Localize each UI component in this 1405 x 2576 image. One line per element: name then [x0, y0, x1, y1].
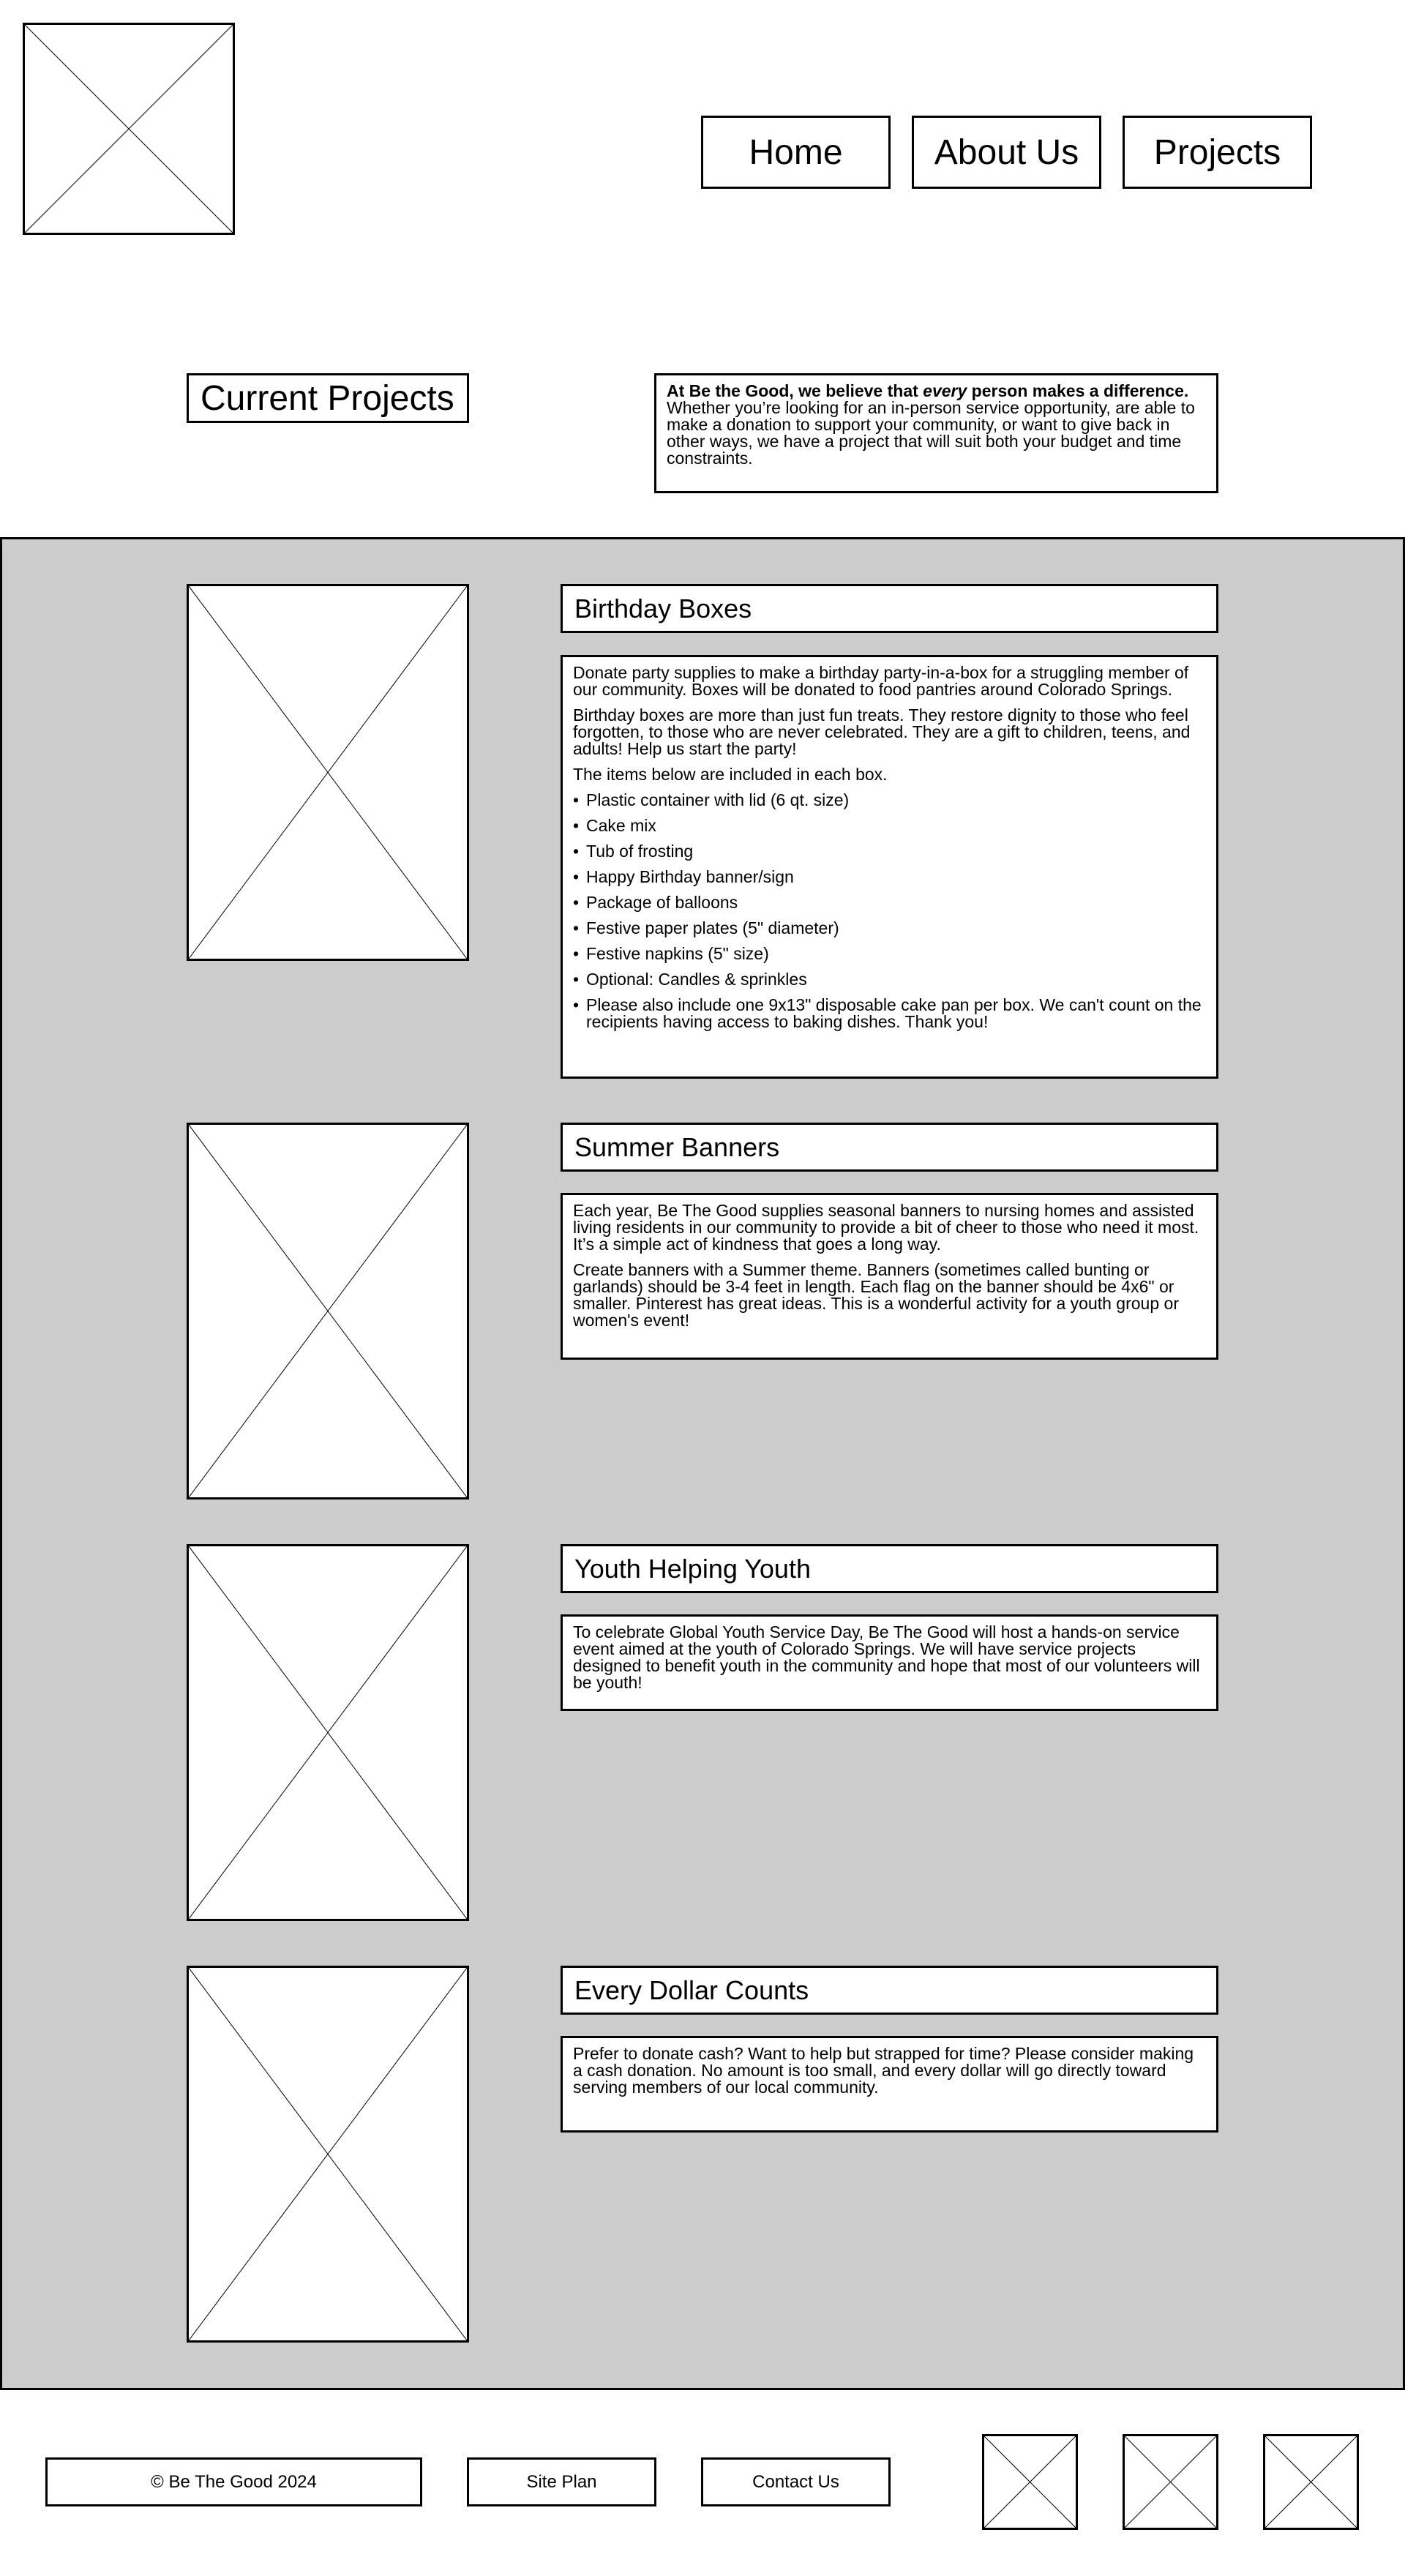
youth-helping-youth-title — [561, 1544, 1218, 1593]
birthday-boxes-description — [561, 655, 1218, 1079]
page-title — [187, 373, 469, 423]
birthday-boxes-image-placeholder — [187, 584, 469, 961]
social-icon-placeholder[interactable] — [982, 2434, 1078, 2530]
youth-helping-youth-description — [561, 1614, 1218, 1711]
nav-home-button[interactable]: Home — [701, 116, 891, 189]
youth-helping-youth-image-placeholder — [187, 1544, 469, 1921]
every-dollar-counts-image-placeholder — [187, 1966, 469, 2343]
summer-banners-image-placeholder — [187, 1123, 469, 1499]
nav-about-us-button[interactable]: About Us — [912, 116, 1101, 189]
intro-body: Whether you’re looking for an in-person service opportunity, are able to make a donation to support your community, or want to give back in other ways, we have a project that will suit both your budget and time constraints. — [667, 398, 1195, 468]
birthday-boxes-paragraph: Donate party supplies to make a birthday party-in-a-box for a struggling member of our community. Boxes will be donated to food pantries around Colorado Springs. — [573, 663, 1189, 699]
page-title-text: Current Projects — [201, 378, 454, 418]
every-dollar-counts-title-text: Every Dollar Counts — [574, 1974, 809, 2005]
birthday-boxes-title — [561, 584, 1218, 633]
youth-helping-youth-title-text: Youth Helping Youth — [574, 1553, 811, 1584]
contact-us-link[interactable]: Contact Us — [701, 2457, 891, 2506]
list-item: • Plastic container with lid (6 qt. size) — [573, 792, 1206, 809]
list-item: • Happy Birthday banner/sign — [573, 869, 1206, 886]
every-dollar-counts-paragraph: Prefer to donate cash? Want to help but strapped for time? Please consider making a cash donation. No amount is too small, and every dollar will go directly toward serving members of our local community. — [573, 2044, 1194, 2097]
site-plan-link[interactable]: Site Plan — [467, 2457, 656, 2506]
intro-bold-lead: At Be the Good, we believe that — [667, 381, 923, 400]
summer-banners-title-text: Summer Banners — [574, 1131, 780, 1162]
intro-text-box — [654, 373, 1218, 493]
social-icon-placeholder[interactable] — [1123, 2434, 1218, 2530]
summer-banners-paragraph: Each year, Be The Good supplies seasonal banners to nursing homes and assisted living residents in our community to provide a bit of cheer to those who need it most. It’s a simple act of kindness that goes a long way. — [573, 1201, 1199, 1254]
social-icon-placeholder[interactable] — [1263, 2434, 1359, 2530]
list-item: • Festive napkins (5" size) — [573, 946, 1206, 962]
birthday-box-items-list — [573, 792, 1206, 1030]
intro-emphasis: every — [923, 381, 967, 400]
intro-bold-tail: person makes a difference. — [967, 381, 1189, 400]
youth-helping-youth-paragraph: To celebrate Global Youth Service Day, Be The Good will host a hands-on service event aimed at the youth of Colorado Springs. We will have service projects designed to benefit youth in the community and hope that most of our volunteers will be youth! — [573, 1622, 1200, 1692]
birthday-boxes-paragraph: Birthday boxes are more than just fun treats. They restore dignity to those who feel forgotten, to those who are never celebrated. They are a gift to children, teens, and adults! Help us start the party! — [573, 705, 1191, 758]
logo-image-placeholder[interactable] — [23, 23, 235, 235]
list-item: • Package of balloons — [573, 894, 1206, 911]
list-item: • Optional: Candles & sprinkles — [573, 971, 1206, 988]
birthday-boxes-title-text: Birthday Boxes — [574, 593, 752, 624]
copyright-label: © Be The Good 2024 — [45, 2457, 422, 2506]
list-item: • Cake mix — [573, 817, 1206, 834]
every-dollar-counts-title — [561, 1966, 1218, 2015]
birthday-boxes-paragraph: The items below are included in each box. — [573, 765, 888, 784]
list-item: • Please also include one 9x13" disposable cake pan per box. We can't count on the recipients having access to baking dishes. Thank you! — [573, 997, 1206, 1030]
summer-banners-description — [561, 1193, 1218, 1360]
list-item: • Festive paper plates (5" diameter) — [573, 920, 1206, 937]
summer-banners-title — [561, 1123, 1218, 1172]
every-dollar-counts-description — [561, 2036, 1218, 2133]
nav-projects-button[interactable]: Projects — [1123, 116, 1312, 189]
summer-banners-paragraph: Create banners with a Summer theme. Banners (sometimes called bunting or garlands) should be 3-4 feet in length. Each flag on the banner should be 4x6" or smaller. Pinterest has great ideas. This is a wonderful activity for a youth group or women's event! — [573, 1260, 1179, 1330]
list-item: • Tub of frosting — [573, 843, 1206, 860]
